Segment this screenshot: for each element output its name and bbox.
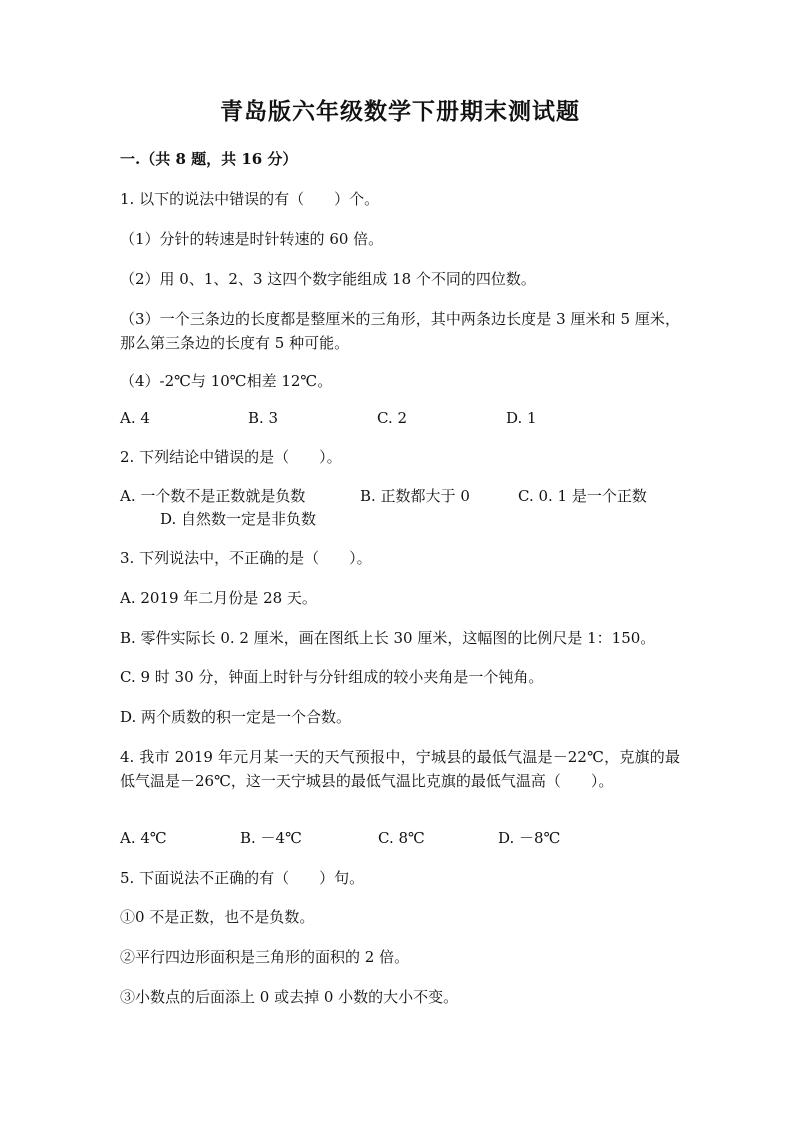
question-3-stem: 3. 下列说法中，不正确的是（ ）。 <box>120 549 372 567</box>
section-heading: 一.（共 8 题，共 16 分） <box>120 150 298 168</box>
question-2-stem: 2. 下列结论中错误的是（ ）。 <box>120 448 342 466</box>
question-5-statement-1: ①0 不是正数，也不是负数。 <box>120 908 315 926</box>
question-4-option-d: D. －8℃ <box>498 829 561 847</box>
question-5-stem: 5. 下面说法不正确的有（ ）句。 <box>120 869 365 887</box>
question-1-stem: 1. 以下的说法中错误的有（ ）个。 <box>120 190 380 208</box>
question-5-statement-2: ②平行四边形面积是三角形的面积的 2 倍。 <box>120 948 410 966</box>
question-2-option-a: A. 一个数不是正数就是负数 <box>120 487 306 505</box>
question-4-option-c: C. 8℃ <box>378 829 425 847</box>
question-2-option-d: D. 自然数一定是非负数 <box>160 510 317 528</box>
question-3-option-c: C. 9 时 30 分，钟面上时针与分针组成的较小夹角是一个钝角。 <box>120 668 544 686</box>
question-1-option-a: A. 4 <box>120 409 150 427</box>
question-4-stem: 4. 我市 2019 年元月某一天的天气预报中，宁城县的最低气温是－22℃，克旗的最低气温是－26℃，这一天宁城县的最低气温比克旗的最低气温高（ ）。 <box>120 748 680 790</box>
question-1-statement-1: （1）分针的转速是时针转速的 60 倍。 <box>120 230 384 248</box>
question-3-option-a: A. 2019 年二月份是 28 天。 <box>120 589 317 607</box>
question-1-option-d: D. 1 <box>506 409 537 427</box>
question-1-statement-2: （2）用 0、1、2、3 这四个数字能组成 18 个不同的四位数。 <box>120 270 536 288</box>
question-3-option-b: B. 零件实际长 0. 2 厘米，画在图纸上长 30 厘米，这幅图的比例尺是 1：150。 <box>120 629 656 647</box>
question-1-statement-3: （3）一个三条边的长度都是整厘米的三角形，其中两条边长度是 3 厘米和 5 厘米，那么第三条边的长度有 5 种可能。 <box>120 310 680 352</box>
page-title: 青岛版六年级数学下册期末测试题 <box>220 98 580 125</box>
question-3-option-d: D. 两个质数的积一定是一个合数。 <box>120 708 352 726</box>
question-4-option-a: A. 4℃ <box>120 829 167 847</box>
question-4-option-b: B. －4℃ <box>240 829 302 847</box>
question-1-option-c: C. 2 <box>377 409 408 427</box>
question-5-statement-3: ③小数点的后面添上 0 或去掉 0 小数的大小不变。 <box>120 988 459 1006</box>
question-1-statement-4: （4）-2℃与 10℃相差 12℃。 <box>120 372 333 390</box>
question-2-option-b: B. 正数都大于 0 <box>360 487 470 505</box>
question-1-option-b: B. 3 <box>248 409 279 427</box>
question-2-option-c: C. 0. 1 是一个正数 <box>518 487 647 505</box>
